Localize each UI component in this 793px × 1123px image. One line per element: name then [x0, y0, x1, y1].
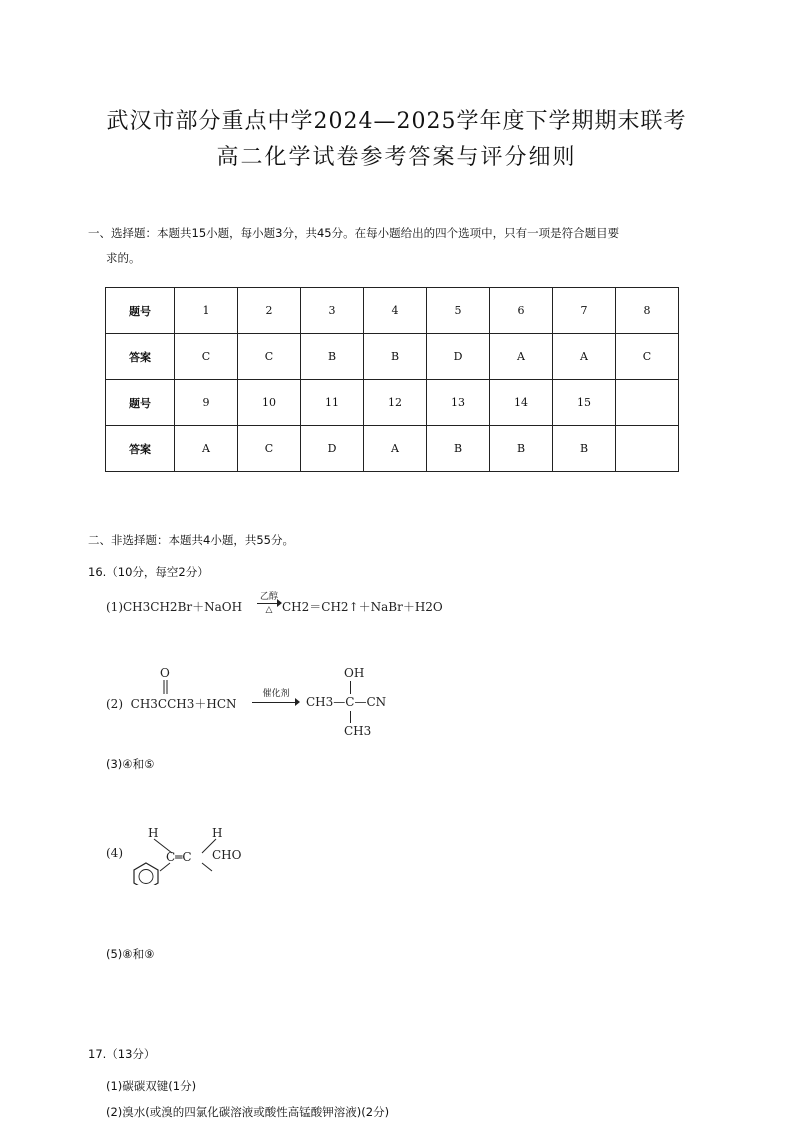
q17-part2: (2)溴水(或溴的四氯化碳溶液或酸性高锰酸钾溶液)(2分) — [106, 1105, 390, 1119]
row-label-answer: 答案 — [106, 426, 175, 472]
ketone-oxygen: O — [160, 666, 170, 680]
table-cell: A — [553, 334, 616, 380]
row-label-question: 题号 — [106, 288, 175, 334]
table-cell: 8 — [616, 288, 679, 334]
table-cell: 9 — [175, 380, 238, 426]
condition-heat: △ — [265, 605, 273, 615]
section1-intro-cont: 求的。 — [106, 251, 141, 265]
table-cell: C — [175, 334, 238, 380]
q16-part3: (3)④和⑤ — [106, 757, 155, 771]
table-cell: 3 — [301, 288, 364, 334]
reactants: CH3CCH3＋HCN — [130, 697, 237, 711]
methyl-group: CH3 — [344, 724, 372, 738]
table-row — [106, 380, 679, 426]
condition-solvent: 乙醇 — [259, 592, 278, 602]
table-cell: 13 — [427, 380, 490, 426]
table-cell: B — [427, 426, 490, 472]
hydrogen-atom: H — [148, 826, 159, 840]
table-cell: 2 — [238, 288, 301, 334]
cc-double-bond: C═C — [166, 850, 192, 864]
products: CH2＝CH2↑＋NaBr＋H2O — [282, 600, 443, 614]
q16-heading: 16.（10分，每空2分） — [88, 565, 209, 579]
table-cell: A — [175, 426, 238, 472]
table-cell: 5 — [427, 288, 490, 334]
table-cell: 7 — [553, 288, 616, 334]
q16-part5: (5)⑧和⑨ — [106, 947, 155, 961]
reaction-arrow — [252, 702, 298, 703]
table-cell: 14 — [490, 380, 553, 426]
table-cell: 1 — [175, 288, 238, 334]
table-cell — [616, 380, 679, 426]
bond-line — [350, 711, 351, 723]
aldehyde-group: CHO — [212, 848, 242, 862]
table-cell: A — [364, 426, 427, 472]
table-cell: B — [553, 426, 616, 472]
q16-part2-equation — [106, 695, 237, 712]
row-label-question: 题号 — [106, 380, 175, 426]
table-cell: 10 — [238, 380, 301, 426]
table-row — [106, 334, 679, 380]
table-cell: A — [490, 334, 553, 380]
bond-line — [350, 681, 351, 694]
table-cell — [616, 426, 679, 472]
q16-part1-equation — [106, 598, 242, 615]
benzene-ring-icon — [128, 835, 228, 885]
table-cell: 6 — [490, 288, 553, 334]
q17-heading: 17.（13分） — [88, 1047, 156, 1061]
section1-intro: 一、选择题：本题共15小题，每小题3分，共45分。在每小题给出的四个选项中，只有一项是符合题目要 — [88, 226, 620, 240]
table-cell: 4 — [364, 288, 427, 334]
hydroxyl-group: OH — [344, 666, 365, 680]
double-bond-icon — [160, 680, 172, 696]
table-cell: 12 — [364, 380, 427, 426]
product-main-chain: CH3—C—CN — [306, 695, 387, 709]
part-label: (4) — [106, 846, 123, 860]
q17-part1: (1)碳碳双键(1分) — [106, 1079, 197, 1093]
table-cell: C — [616, 334, 679, 380]
table-cell: B — [490, 426, 553, 472]
table-cell: B — [364, 334, 427, 380]
table-cell: C — [238, 426, 301, 472]
table-cell: 15 — [553, 380, 616, 426]
arrow-head-icon — [295, 698, 300, 706]
reactants: CH3CH2Br＋NaOH — [123, 600, 243, 614]
table-row — [106, 426, 679, 472]
answer-table — [105, 287, 679, 472]
part-label: (2) — [106, 697, 123, 711]
part-label: (1) — [106, 600, 123, 614]
table-cell: C — [238, 334, 301, 380]
table-cell: B — [301, 334, 364, 380]
table-cell: D — [301, 426, 364, 472]
page-subtitle: 高二化学试卷参考答案与评分细则 — [216, 145, 577, 170]
table-row — [106, 288, 679, 334]
page-title: 武汉市部分重点中学2024—2025学年度下学期期末联考 — [106, 109, 687, 134]
table-cell: D — [427, 334, 490, 380]
hydrogen-atom: H — [212, 826, 223, 840]
catalyst-label: 催化剂 — [262, 689, 290, 699]
table-cell: 11 — [301, 380, 364, 426]
row-label-answer: 答案 — [106, 334, 175, 380]
section2-intro: 二、非选择题：本题共4小题，共55分。 — [88, 533, 294, 547]
